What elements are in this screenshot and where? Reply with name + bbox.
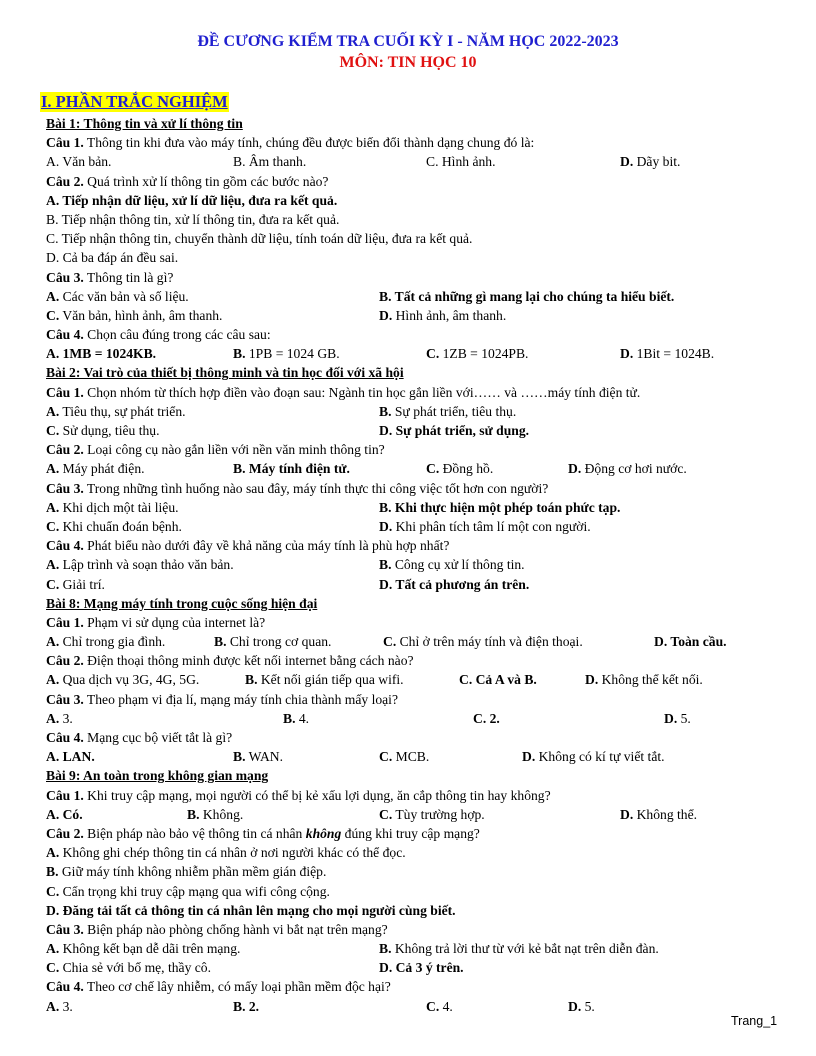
answer-option bbox=[46, 498, 179, 517]
option-label: C. bbox=[46, 231, 59, 247]
option-text: Sự phát triển, tiêu thụ. bbox=[391, 403, 517, 419]
question-number: Câu 2. bbox=[46, 173, 84, 189]
question-number: Câu 3. bbox=[46, 480, 84, 496]
answer-option bbox=[379, 287, 674, 306]
question bbox=[46, 268, 786, 287]
option-text: Không có kí tự viết tắt. bbox=[535, 749, 665, 765]
option-text: Không ghi chép thông tin cá nhân ở nơi người khác có thể đọc. bbox=[59, 845, 406, 861]
option-text: Dãy bit. bbox=[633, 154, 681, 170]
option-label: A. bbox=[46, 672, 60, 688]
answer-options bbox=[46, 843, 786, 862]
option-text: Tiếp nhận thông tin, chuyển thành dữ liệu, tính toán dữ liệu, đưa ra kết quả. bbox=[58, 231, 473, 247]
option-label: D. bbox=[620, 346, 634, 362]
question bbox=[46, 690, 786, 709]
answer-option bbox=[46, 843, 406, 862]
answer-options bbox=[46, 901, 786, 920]
option-label: B. bbox=[245, 672, 258, 688]
option-label: B. bbox=[379, 403, 392, 419]
document-title: ĐỀ CƯƠNG KIỂM TRA CUỐI KỲ I - NĂM HỌC 2022-2023 bbox=[197, 33, 619, 50]
option-text: Văn bản. bbox=[59, 154, 112, 170]
answer-options bbox=[46, 997, 786, 1016]
question bbox=[46, 325, 786, 344]
option-text: Máy phát điện. bbox=[59, 461, 145, 477]
option-label: D. bbox=[620, 154, 634, 170]
answer-option bbox=[620, 152, 680, 171]
answer-option bbox=[46, 287, 189, 306]
answer-option bbox=[379, 747, 429, 766]
option-text: Kết nối gián tiếp qua wifi. bbox=[257, 672, 404, 688]
answer-option bbox=[379, 939, 659, 958]
answer-option bbox=[379, 421, 529, 440]
option-text: 1Bit = 1024B. bbox=[633, 346, 715, 362]
answer-option bbox=[46, 939, 240, 958]
option-label: B. bbox=[46, 864, 59, 880]
option-text: Toàn cầu. bbox=[667, 634, 727, 650]
option-text: Có. bbox=[59, 806, 83, 822]
option-label: C. bbox=[46, 960, 60, 976]
question-text: Mạng cục bộ viết tắt là gì? bbox=[83, 730, 233, 745]
option-text: 5. bbox=[581, 998, 595, 1014]
option-label: D. bbox=[46, 250, 60, 266]
option-text: MCB. bbox=[392, 749, 430, 765]
option-label: D. bbox=[379, 307, 393, 323]
option-text: Âm thanh. bbox=[245, 154, 307, 170]
option-text: Tùy trường hợp. bbox=[392, 806, 485, 822]
option-label: D. bbox=[664, 710, 678, 726]
question-text: Chọn nhóm từ thích hợp điền vào đoạn sau: Ngành tin học gắn liền với…… và ……máy tính điện tử. bbox=[83, 384, 641, 400]
option-label: A. bbox=[46, 941, 60, 957]
answer-option bbox=[379, 555, 525, 574]
question bbox=[46, 536, 786, 555]
question-emphasis: không bbox=[305, 825, 342, 841]
question-text: Khi truy cập mạng, mọi người có thể bị kẻ xấu lợi dụng, ăn cắp thông tin hay không? bbox=[83, 787, 551, 803]
option-label: B. bbox=[283, 710, 296, 726]
option-label: B. bbox=[214, 634, 227, 650]
option-label: A. bbox=[46, 749, 60, 765]
answer-option bbox=[46, 805, 83, 824]
answer-option bbox=[46, 747, 95, 766]
option-text: Các văn bản và số liệu. bbox=[59, 288, 189, 304]
question-number: Câu 1. bbox=[46, 787, 84, 803]
answer-option bbox=[46, 248, 178, 267]
option-text: Chỉ trong cơ quan. bbox=[226, 634, 332, 650]
answer-option bbox=[664, 709, 691, 728]
answer-option bbox=[233, 459, 350, 478]
question bbox=[46, 479, 786, 498]
option-text: Tiếp nhận dữ liệu, xử lí dữ liệu, đưa ra kết quả. bbox=[59, 192, 338, 208]
answer-options bbox=[46, 402, 786, 421]
question-text: Thông tin khi đưa vào máy tính, chúng đều được biến đổi thành dạng chung đó là: bbox=[83, 135, 535, 151]
page-number: Trang_1 bbox=[731, 1014, 778, 1028]
option-label: C. bbox=[383, 634, 397, 650]
option-label: D. bbox=[379, 960, 393, 976]
option-text: 5. bbox=[677, 710, 691, 726]
answer-option bbox=[620, 344, 714, 363]
question-text: Phạm vi sử dụng của internet là? bbox=[83, 614, 266, 630]
answer-option bbox=[379, 306, 506, 325]
answer-option bbox=[245, 670, 404, 689]
answer-option bbox=[46, 306, 222, 325]
option-label: D. bbox=[585, 672, 599, 688]
option-text: LAN. bbox=[59, 749, 95, 765]
answer-options bbox=[46, 517, 786, 536]
answer-option bbox=[233, 747, 283, 766]
question-text: Chọn câu đúng trong các câu sau: bbox=[83, 327, 271, 343]
option-label: C. bbox=[426, 461, 440, 477]
answer-option bbox=[473, 709, 500, 728]
lesson-title: Bài 2: Vai trò của thiết bị thông minh và tin học đối với xã hội bbox=[46, 365, 404, 381]
option-text: Không kết bạn dễ dãi trên mạng. bbox=[59, 941, 241, 957]
answer-option bbox=[46, 402, 186, 421]
answer-option bbox=[46, 191, 337, 210]
question bbox=[46, 440, 786, 459]
option-text: Đăng tải tất cả thông tin cá nhân lên mạng cho mọi người cùng biết. bbox=[59, 902, 456, 918]
option-text: Hình ảnh, âm thanh. bbox=[392, 307, 507, 323]
answer-option bbox=[379, 517, 591, 536]
answer-option bbox=[426, 459, 493, 478]
option-label: A. bbox=[46, 806, 60, 822]
question-number: Câu 1. bbox=[46, 135, 84, 151]
answer-options bbox=[46, 210, 786, 229]
option-label: A. bbox=[46, 461, 60, 477]
question bbox=[46, 133, 786, 152]
question-number: Câu 4. bbox=[46, 730, 84, 745]
option-label: A. bbox=[46, 288, 60, 304]
lesson-title: Bài 1: Thông tin và xử lí thông tin bbox=[46, 116, 243, 131]
option-text: Hình ảnh. bbox=[438, 154, 496, 170]
option-label: B. bbox=[187, 806, 200, 822]
question-text: Phát biểu nào dưới đây về khả năng của máy tính là phù hợp nhất? bbox=[83, 538, 450, 554]
answer-option bbox=[46, 421, 159, 440]
answer-option bbox=[46, 709, 73, 728]
answer-option bbox=[379, 402, 516, 421]
option-text: Không. bbox=[199, 806, 244, 822]
answer-options bbox=[46, 191, 786, 210]
question-number: Câu 4. bbox=[46, 979, 84, 995]
option-label: A. bbox=[46, 634, 60, 650]
option-label: B. bbox=[46, 211, 59, 227]
option-text: Chỉ ở trên máy tính và điện thoại. bbox=[396, 634, 583, 650]
answer-option bbox=[585, 670, 703, 689]
question-number: Câu 1. bbox=[46, 614, 84, 630]
question bbox=[46, 824, 786, 843]
option-text: Máy tính điện tử. bbox=[245, 461, 350, 477]
option-text: Sử dụng, tiêu thụ. bbox=[59, 423, 160, 438]
option-text: Giữ máy tính không nhiễm phần mềm gián điệp. bbox=[58, 864, 327, 880]
answer-option bbox=[426, 344, 528, 363]
answer-options bbox=[46, 344, 786, 363]
question-number: Câu 4. bbox=[46, 327, 84, 343]
question-text: Theo phạm vi địa lí, mạng máy tính chia thành mấy loại? bbox=[83, 691, 398, 707]
option-label: B. bbox=[379, 288, 392, 304]
question-number: Câu 2. bbox=[46, 653, 84, 669]
answer-option bbox=[522, 747, 665, 766]
answer-option bbox=[46, 517, 182, 536]
question-number: Câu 3. bbox=[46, 269, 84, 285]
answer-option bbox=[459, 670, 537, 689]
lesson-title: Bài 9: An toàn trong không gian mạng bbox=[46, 768, 269, 784]
answer-option bbox=[46, 901, 456, 920]
option-text: 3. bbox=[59, 710, 73, 726]
option-label: C. bbox=[46, 307, 60, 323]
option-label: C. bbox=[46, 518, 60, 534]
option-text: 2. bbox=[245, 998, 260, 1014]
option-text: Không trả lời thư từ với kẻ bắt nạt trên diễn đàn. bbox=[391, 941, 659, 957]
option-text: Khi phân tích tâm lí một con người. bbox=[392, 518, 591, 534]
answer-option bbox=[426, 152, 495, 171]
option-text: Văn bản, hình ảnh, âm thanh. bbox=[59, 307, 223, 323]
answer-option bbox=[214, 632, 331, 651]
answer-option bbox=[233, 997, 259, 1016]
option-label: D. bbox=[654, 634, 668, 650]
option-label: B. bbox=[379, 557, 392, 573]
question-text: Quá trình xử lí thông tin gồm các bước nào? bbox=[83, 173, 329, 189]
answer-option bbox=[283, 709, 309, 728]
option-label: A. bbox=[46, 557, 60, 573]
answer-option bbox=[426, 997, 453, 1016]
option-text: 2. bbox=[486, 710, 500, 726]
answer-option bbox=[46, 958, 211, 977]
question-number: Câu 2. bbox=[46, 442, 84, 458]
option-label: C. bbox=[379, 806, 393, 822]
answer-option bbox=[383, 632, 583, 651]
question-text: Biện pháp nào phòng chống hành vi bắt nạt trên mạng? bbox=[83, 921, 388, 937]
option-label: B. bbox=[233, 998, 246, 1014]
question-text: Biện pháp nào bảo vệ thông tin cá nhân bbox=[83, 825, 306, 841]
option-label: A. bbox=[46, 499, 60, 515]
option-text: Cả A và B. bbox=[472, 672, 537, 688]
option-text: Tiêu thụ, sự phát triển. bbox=[59, 403, 186, 419]
question bbox=[46, 172, 786, 191]
answer-options bbox=[46, 306, 786, 325]
option-text: Giải trí. bbox=[59, 576, 105, 592]
option-text: Tất cả những gì mang lại cho chúng ta hiểu biết. bbox=[391, 288, 675, 304]
option-label: C. bbox=[46, 883, 60, 899]
answer-options bbox=[46, 632, 786, 651]
question-number: Câu 2. bbox=[46, 825, 84, 841]
answer-option bbox=[46, 997, 73, 1016]
option-text: Tất cả phương án trên. bbox=[392, 576, 530, 592]
option-label: C. bbox=[426, 154, 439, 170]
option-label: A. bbox=[46, 154, 60, 170]
option-label: D. bbox=[379, 423, 393, 438]
question bbox=[46, 920, 786, 939]
answer-option bbox=[46, 210, 339, 229]
option-text: Khi dịch một tài liệu. bbox=[59, 499, 179, 515]
question-text: Trong những tình huống nào sau đây, máy tính thực thi công việc tốt hơn con người? bbox=[83, 480, 549, 496]
answer-options bbox=[46, 152, 786, 171]
option-text: 1MB = 1024KB. bbox=[59, 346, 157, 362]
answer-option bbox=[654, 632, 727, 651]
question-list bbox=[46, 114, 786, 1016]
answer-options bbox=[46, 747, 786, 766]
option-label: A. bbox=[46, 192, 60, 208]
question-text: Theo cơ chế lây nhiễm, có mấy loại phần mềm độc hại? bbox=[83, 979, 391, 995]
option-label: B. bbox=[233, 461, 246, 477]
option-text: Chia sẻ với bố mẹ, thầy cô. bbox=[59, 960, 212, 976]
question-number: Câu 3. bbox=[46, 691, 84, 707]
question-number: Câu 1. bbox=[46, 384, 84, 400]
option-label: C. bbox=[473, 710, 487, 726]
option-label: B. bbox=[379, 941, 392, 957]
option-label: D. bbox=[46, 902, 60, 918]
option-text: Khi chuẩn đoán bệnh. bbox=[59, 518, 182, 534]
option-label: C. bbox=[46, 576, 60, 592]
answer-option bbox=[568, 459, 687, 478]
option-label: B. bbox=[233, 346, 246, 362]
section-heading: I. PHẦN TRẮC NGHIỆM bbox=[41, 92, 228, 111]
answer-options bbox=[46, 555, 786, 574]
answer-option bbox=[379, 805, 485, 824]
option-text: Lập trình và soạn thảo văn bản. bbox=[59, 557, 234, 573]
option-label: D. bbox=[522, 749, 536, 765]
answer-option bbox=[379, 575, 529, 594]
answer-option bbox=[46, 670, 199, 689]
question bbox=[46, 977, 786, 996]
option-label: D. bbox=[568, 461, 582, 477]
option-text: Không thể. bbox=[633, 806, 698, 822]
answer-option bbox=[46, 459, 145, 478]
question-number: Câu 4. bbox=[46, 538, 84, 554]
lesson-title: Bài 8: Mạng máy tính trong cuộc sống hiện đại bbox=[46, 595, 318, 611]
answer-option bbox=[46, 632, 165, 651]
option-text: Cả 3 ý trên. bbox=[392, 960, 464, 976]
option-text: Công cụ xử lí thông tin. bbox=[391, 557, 525, 573]
option-label: D. bbox=[379, 518, 393, 534]
answer-option bbox=[46, 882, 330, 901]
option-text: 3. bbox=[59, 998, 73, 1014]
option-text: WAN. bbox=[245, 749, 283, 765]
option-label: C. bbox=[426, 346, 440, 362]
option-label: B. bbox=[379, 499, 392, 515]
answer-options bbox=[46, 670, 786, 689]
option-text: Chỉ trong gia đình. bbox=[59, 634, 166, 650]
option-text: 1ZB = 1024PB. bbox=[439, 346, 529, 362]
option-text: 4. bbox=[439, 998, 453, 1014]
answer-option bbox=[46, 555, 234, 574]
answer-options bbox=[46, 459, 786, 478]
answer-options bbox=[46, 421, 786, 440]
lesson-heading bbox=[46, 363, 786, 382]
answer-option bbox=[379, 958, 464, 977]
answer-option bbox=[46, 344, 156, 363]
answer-options bbox=[46, 709, 786, 728]
option-text: Tiếp nhận thông tin, xử lí thông tin, đưa ra kết quả. bbox=[58, 211, 340, 227]
answer-options bbox=[46, 805, 786, 824]
option-text: Động cơ hơi nước. bbox=[581, 461, 687, 477]
option-text: Qua dịch vụ 3G, 4G, 5G. bbox=[59, 672, 200, 688]
option-text: Khi thực hiện một phép toán phức tạp. bbox=[391, 499, 621, 515]
question bbox=[46, 786, 786, 805]
question-text: Thông tin là gì? bbox=[83, 269, 174, 285]
option-label: C. bbox=[426, 998, 440, 1014]
option-label: C. bbox=[459, 672, 473, 688]
option-label: B. bbox=[233, 154, 246, 170]
option-text: 1PB = 1024 GB. bbox=[245, 346, 340, 362]
question-text: Điện thoại thông minh được kết nối internet bằng cách nào? bbox=[83, 653, 414, 669]
option-text: Đồng hồ. bbox=[439, 461, 494, 477]
option-label: D. bbox=[620, 806, 634, 822]
answer-option bbox=[620, 805, 697, 824]
option-label: A. bbox=[46, 403, 60, 419]
option-text: Cả ba đáp án đều sai. bbox=[59, 250, 179, 266]
question-text: đúng khi truy cập mạng? bbox=[341, 825, 480, 841]
lesson-heading bbox=[46, 114, 786, 133]
option-text: 4. bbox=[295, 710, 310, 726]
option-label: C. bbox=[379, 749, 393, 765]
answer-option bbox=[46, 152, 111, 171]
subject-title: MÔN: TIN HỌC 10 bbox=[339, 54, 477, 71]
answer-options bbox=[46, 862, 786, 881]
question bbox=[46, 383, 786, 402]
answer-option bbox=[568, 997, 595, 1016]
answer-options bbox=[46, 287, 786, 306]
answer-options bbox=[46, 939, 786, 958]
question bbox=[46, 728, 786, 747]
question bbox=[46, 651, 786, 670]
answer-option bbox=[187, 805, 243, 824]
answer-options bbox=[46, 958, 786, 977]
answer-option bbox=[233, 152, 306, 171]
answer-options bbox=[46, 229, 786, 248]
option-label: A. bbox=[46, 998, 60, 1014]
answer-options bbox=[46, 248, 786, 267]
option-label: D. bbox=[568, 998, 582, 1014]
answer-option bbox=[233, 344, 340, 363]
option-text: Sự phát triển, sử dụng. bbox=[392, 423, 530, 438]
option-label: B. bbox=[233, 749, 246, 765]
option-label: D. bbox=[379, 576, 393, 592]
answer-option bbox=[46, 575, 105, 594]
option-label: C. bbox=[46, 423, 60, 438]
answer-option bbox=[46, 862, 326, 881]
option-text: Cẩn trọng khi truy cập mạng qua wifi công cộng. bbox=[59, 883, 330, 899]
option-text: Không thể kết nối. bbox=[598, 672, 703, 688]
question-number: Câu 3. bbox=[46, 921, 84, 937]
answer-option bbox=[379, 498, 620, 517]
lesson-heading bbox=[46, 766, 786, 785]
question-text: Loại công cụ nào gắn liền với nền văn minh thông tin? bbox=[83, 442, 385, 458]
answer-options bbox=[46, 882, 786, 901]
answer-options bbox=[46, 498, 786, 517]
option-label: A. bbox=[46, 845, 60, 861]
question bbox=[46, 613, 786, 632]
answer-option bbox=[46, 229, 472, 248]
lesson-heading bbox=[46, 594, 786, 613]
option-label: A. bbox=[46, 346, 60, 362]
answer-options bbox=[46, 575, 786, 594]
option-label: A. bbox=[46, 710, 60, 726]
